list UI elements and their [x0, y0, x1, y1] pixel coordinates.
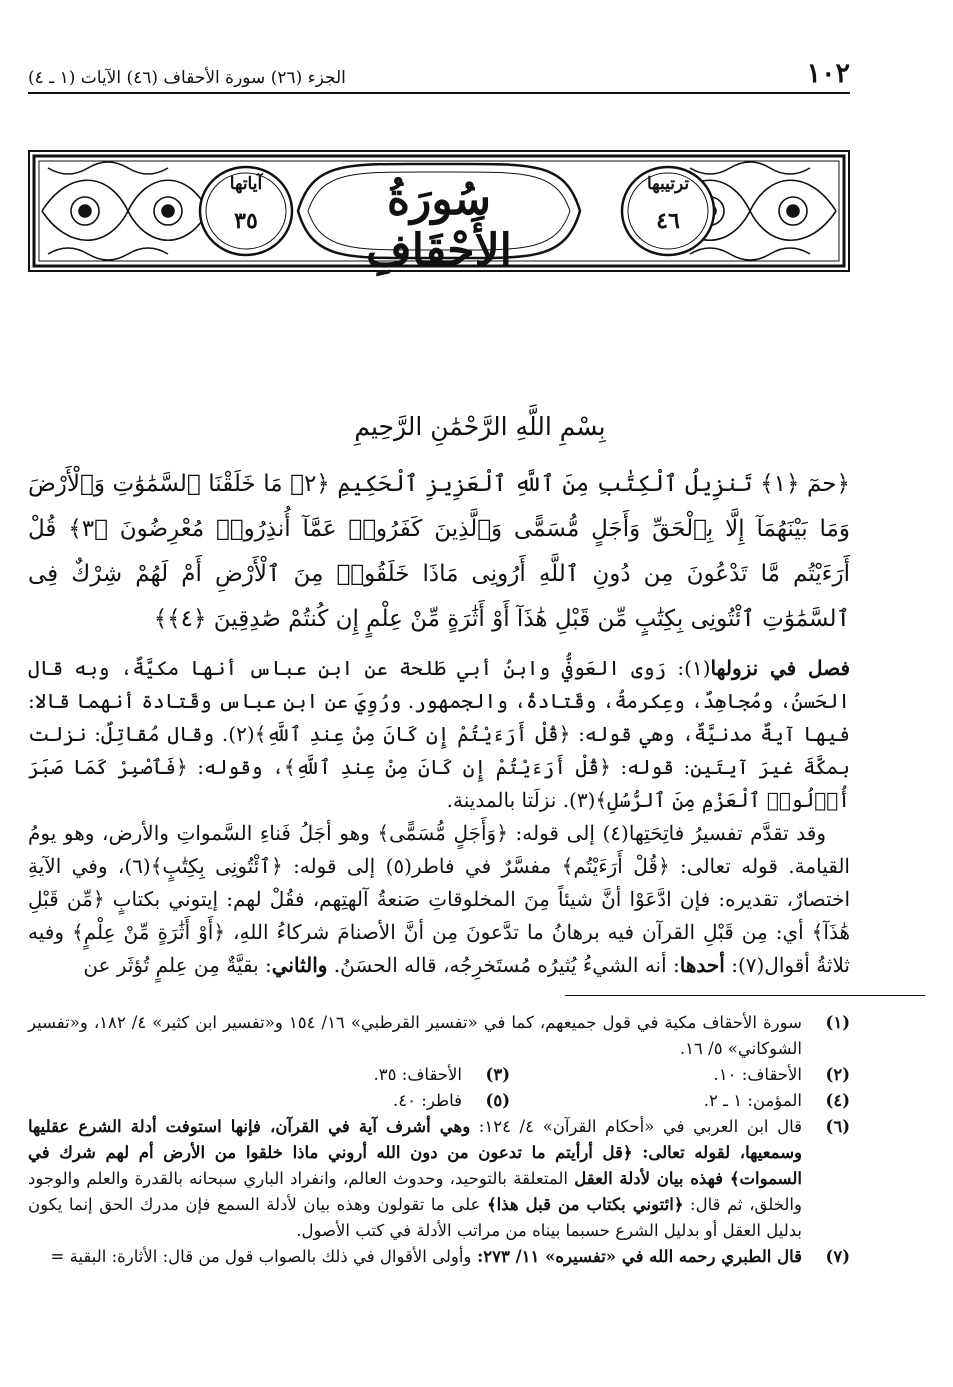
paragraph-text: : أنه الشيءُ يُثيرُه مُستَخرِجُه، قاله الحسَنُ. — [327, 953, 680, 977]
page-header — [28, 58, 850, 94]
footnote-row — [28, 1088, 850, 1114]
footnote-text — [28, 1244, 802, 1270]
footnote — [590, 1088, 850, 1114]
quran-verses: ﴿حمٓ ﴿١﴾ تَنزِيلُ ٱلْكِتَٰبِ مِنَ ٱللَّهِ ٱلْعَزِيزِ ٱلْحَكِيمِ ﴿٢﴾ مَا خَلَقْنَا ٱلسَّمَٰوَٰتِ وَٱلْأَرْضَ وَمَا بَيْنَهُمَآ إِلَّا بِٱلْحَقِّ وَأَجَلٍ مُّسَمًّى وَٱلَّذِينَ كَفَرُوا۟ عَمَّآ أُنذِرُوا۟ مُعْرِضُونَ ﴿٣﴾ قُلْ أَرَءَيْتُم مَّا تَدْعُونَ مِن دُونِ ٱللَّهِ أَرُونِى مَاذَا خَلَقُوا۟ مِنَ ٱلْأَرْضِ أَمْ لَهُمْ شِرْكٌ فِى ٱلسَّمَٰوَٰتِ ٱئْتُونِى بِكِتَٰبٍ مِّن قَبْلِ هَٰذَآ أَوْ أَثَٰرَةٍ مِّنْ عِلْمٍ إِن كُنتُمْ صَٰدِقِينَ ﴿٤﴾﴾ — [28, 471, 851, 632]
footnote-divider — [565, 995, 925, 996]
surah-title: سُورَةُ الأَحْقَافِ — [366, 174, 512, 276]
footnote — [250, 1088, 510, 1114]
footnotes — [28, 1010, 850, 1270]
footnote-number: (٣) — [485, 1065, 510, 1084]
paragraph-text: : بقيَّةٌ مِن عِلمٍ تُؤثَر عن — [83, 953, 272, 977]
footnote-ref: (١) — [684, 656, 711, 680]
footnote-text — [28, 1114, 802, 1244]
footnote — [250, 1062, 510, 1088]
surah-order-label: ترتيبها — [646, 174, 690, 194]
footnote-segment: المتعلقة بالتوحيد، وحدوث العالم، وانفراد الباري سبحانه بالقدرة والعلم والوجود والخلق، ثم قال: — [28, 1169, 802, 1214]
footnote-row — [28, 1062, 850, 1088]
footnote-number: (٧) — [825, 1247, 850, 1266]
footnote-text: فاطر: ٤٠. — [393, 1091, 462, 1110]
footnote-text: المؤمن: ١ ـ ٢. — [703, 1091, 802, 1110]
footnote-text: الأحقاف: ١٠. — [713, 1065, 802, 1084]
paragraph-text: وقد تقدَّم تفسيرُ فاتِحَتِها(٤) إلى قوله: ﴿وَأَجَلٍ مُّسَمًّى﴾ وهو أجَلُ فَناءِ السَّمواتِ والأرض، وهو يومُ القيامة. قوله تعالى: ﴿قُلْ أَرَءَيْتُم﴾ مفسَّرٌ في فاطر(٥) إلى قوله: ﴿ٱئْتُونِى بِكِتَٰبٍ﴾(٦)، وفي الآيةِ اختصارٌ، تقديره: فإن ادَّعَوْا أنَّ شيئاً مِنَ المخلوقاتِ صَنعةُ آلهتِهم، فقُلْ لهم: إيتوني بكتابٍ ﴿مِّن قَبْلِ هَٰذَآ﴾ أي: مِن قَبْلِ القرآن فيه برهانُ ما تدَّعونَ مِن أنَّ الأصنامَ شركاءُ اللهِ، ﴿أَوْ أَثَٰرَةٍ مِّنْ عِلْمٍ﴾ وفيه ثلاثةُ أقوال(٧): — [28, 821, 851, 977]
footnote-text: سورة الأحقاف مكية في قول جميعهم، كما في «تفسير القرطبي» ١٦/ ١٥٤ و«تفسير ابن كثير» ٤/ ١٨٢، و«تفسير الشوكاني» ٥/ ١٦. — [28, 1013, 802, 1058]
second-opinion-label: والثاني — [271, 953, 328, 977]
footnote — [28, 1114, 850, 1244]
tafsir-paragraph — [28, 817, 850, 982]
basmala: بِسْمِ اللَّهِ الرَّحْمَٰنِ الرَّحِيمِ — [354, 412, 606, 441]
footnote — [28, 1010, 850, 1062]
footnote-number: (٢) — [825, 1065, 850, 1084]
footnote-segment: على ما تقولون وهذه بيان لأدلة السمع فإن مدرك الحق إنما يكون بدليل العقل أو بدليل الشرع حسبما بيناه من مراتب الأدلة في كتب الأصول. — [28, 1195, 802, 1240]
commentary-body — [28, 652, 850, 982]
footnote-segment: وأولى الأقوال في ذلك بالصواب قول من قال: الأثارة: البقية = — [50, 1247, 472, 1266]
footnote-number: (٤) — [825, 1091, 850, 1110]
surah-order-value: ٤٦ — [656, 208, 680, 234]
page-number: ١٠٢ — [806, 58, 850, 89]
footnote-text: الأحقاف: ٣٥. — [373, 1065, 462, 1084]
ayat-count-value: ٣٥ — [234, 208, 258, 234]
footnote-number: (٦) — [825, 1117, 850, 1136]
paragraph-text: : رَوى العَوفيُّ وابنُ أبي طَلحة عن ابنِ عباس أنها مكيَّةٌ، وبه قال الحَسنُ، ومُجاهِدٌ، وعِكرمةُ، وقَتادةُ، والجمهور. ورُوِيَ عن ابنِ عباس وقَتادة أنهما قالا: فيها آيةٌ مدنيَّةٌ، وهي قوله: ﴿قُلْ أَرَءَيْتُمْ إِن كَانَ مِنْ عِندِ ٱللَّهِ﴾(٢). وقال مُقاتِلٌ: نزلت بمكَّةَ غيرَ آيتَين: قوله: ﴿قُلْ أَرَءَيْتُمْ إِن كَانَ مِنْ عِندِ ٱللَّهِ﴾، وقوله: ﴿فَٱصْبِرْ كَمَا صَبَرَ أُو۟لُوا۟ ٱلْعَزْمِ مِنَ ٱلرُّسُلِ﴾(٣). نزلَتا بالمدينة. — [28, 656, 850, 812]
footnote-segment: قال ابن العربي في «أحكام القرآن» ٤/ ١٢٤: — [470, 1117, 802, 1136]
running-head: الجزء (٢٦) سورة الأحقاف (٤٦) الآيات (١ ـ ٤) — [28, 68, 346, 88]
footnote-quote: وهي أشرف آية في القرآن، فإنها استوفت أدلة الشرع عقليها وسمعيها، لقوله تعالى: ﴿قل أرأيتم ما تدعون من دون الله أروني ماذا خلقوا من الأرض أم لهم شرك في السموات﴾ فهذه بيان لأدلة العقل — [28, 1117, 803, 1188]
footnote-number: (١) — [825, 1013, 850, 1032]
footnote — [28, 1244, 850, 1270]
footnote-quote: ﴿ائتوني بكتاب من قبل هذا﴾ — [486, 1195, 684, 1214]
ayat-count-label: آياتها — [229, 174, 263, 194]
revelation-paragraph — [28, 652, 850, 817]
section-heading: فصل في نزولها — [710, 656, 851, 680]
footnote-segment: قال الطبري رحمه الله في «تفسيره» ١١/ ٢٧٣: — [471, 1247, 802, 1266]
footnote-number: (٥) — [485, 1091, 510, 1110]
footnote — [590, 1062, 850, 1088]
surah-banner — [28, 150, 850, 276]
first-opinion-label: أحدها — [679, 953, 725, 977]
